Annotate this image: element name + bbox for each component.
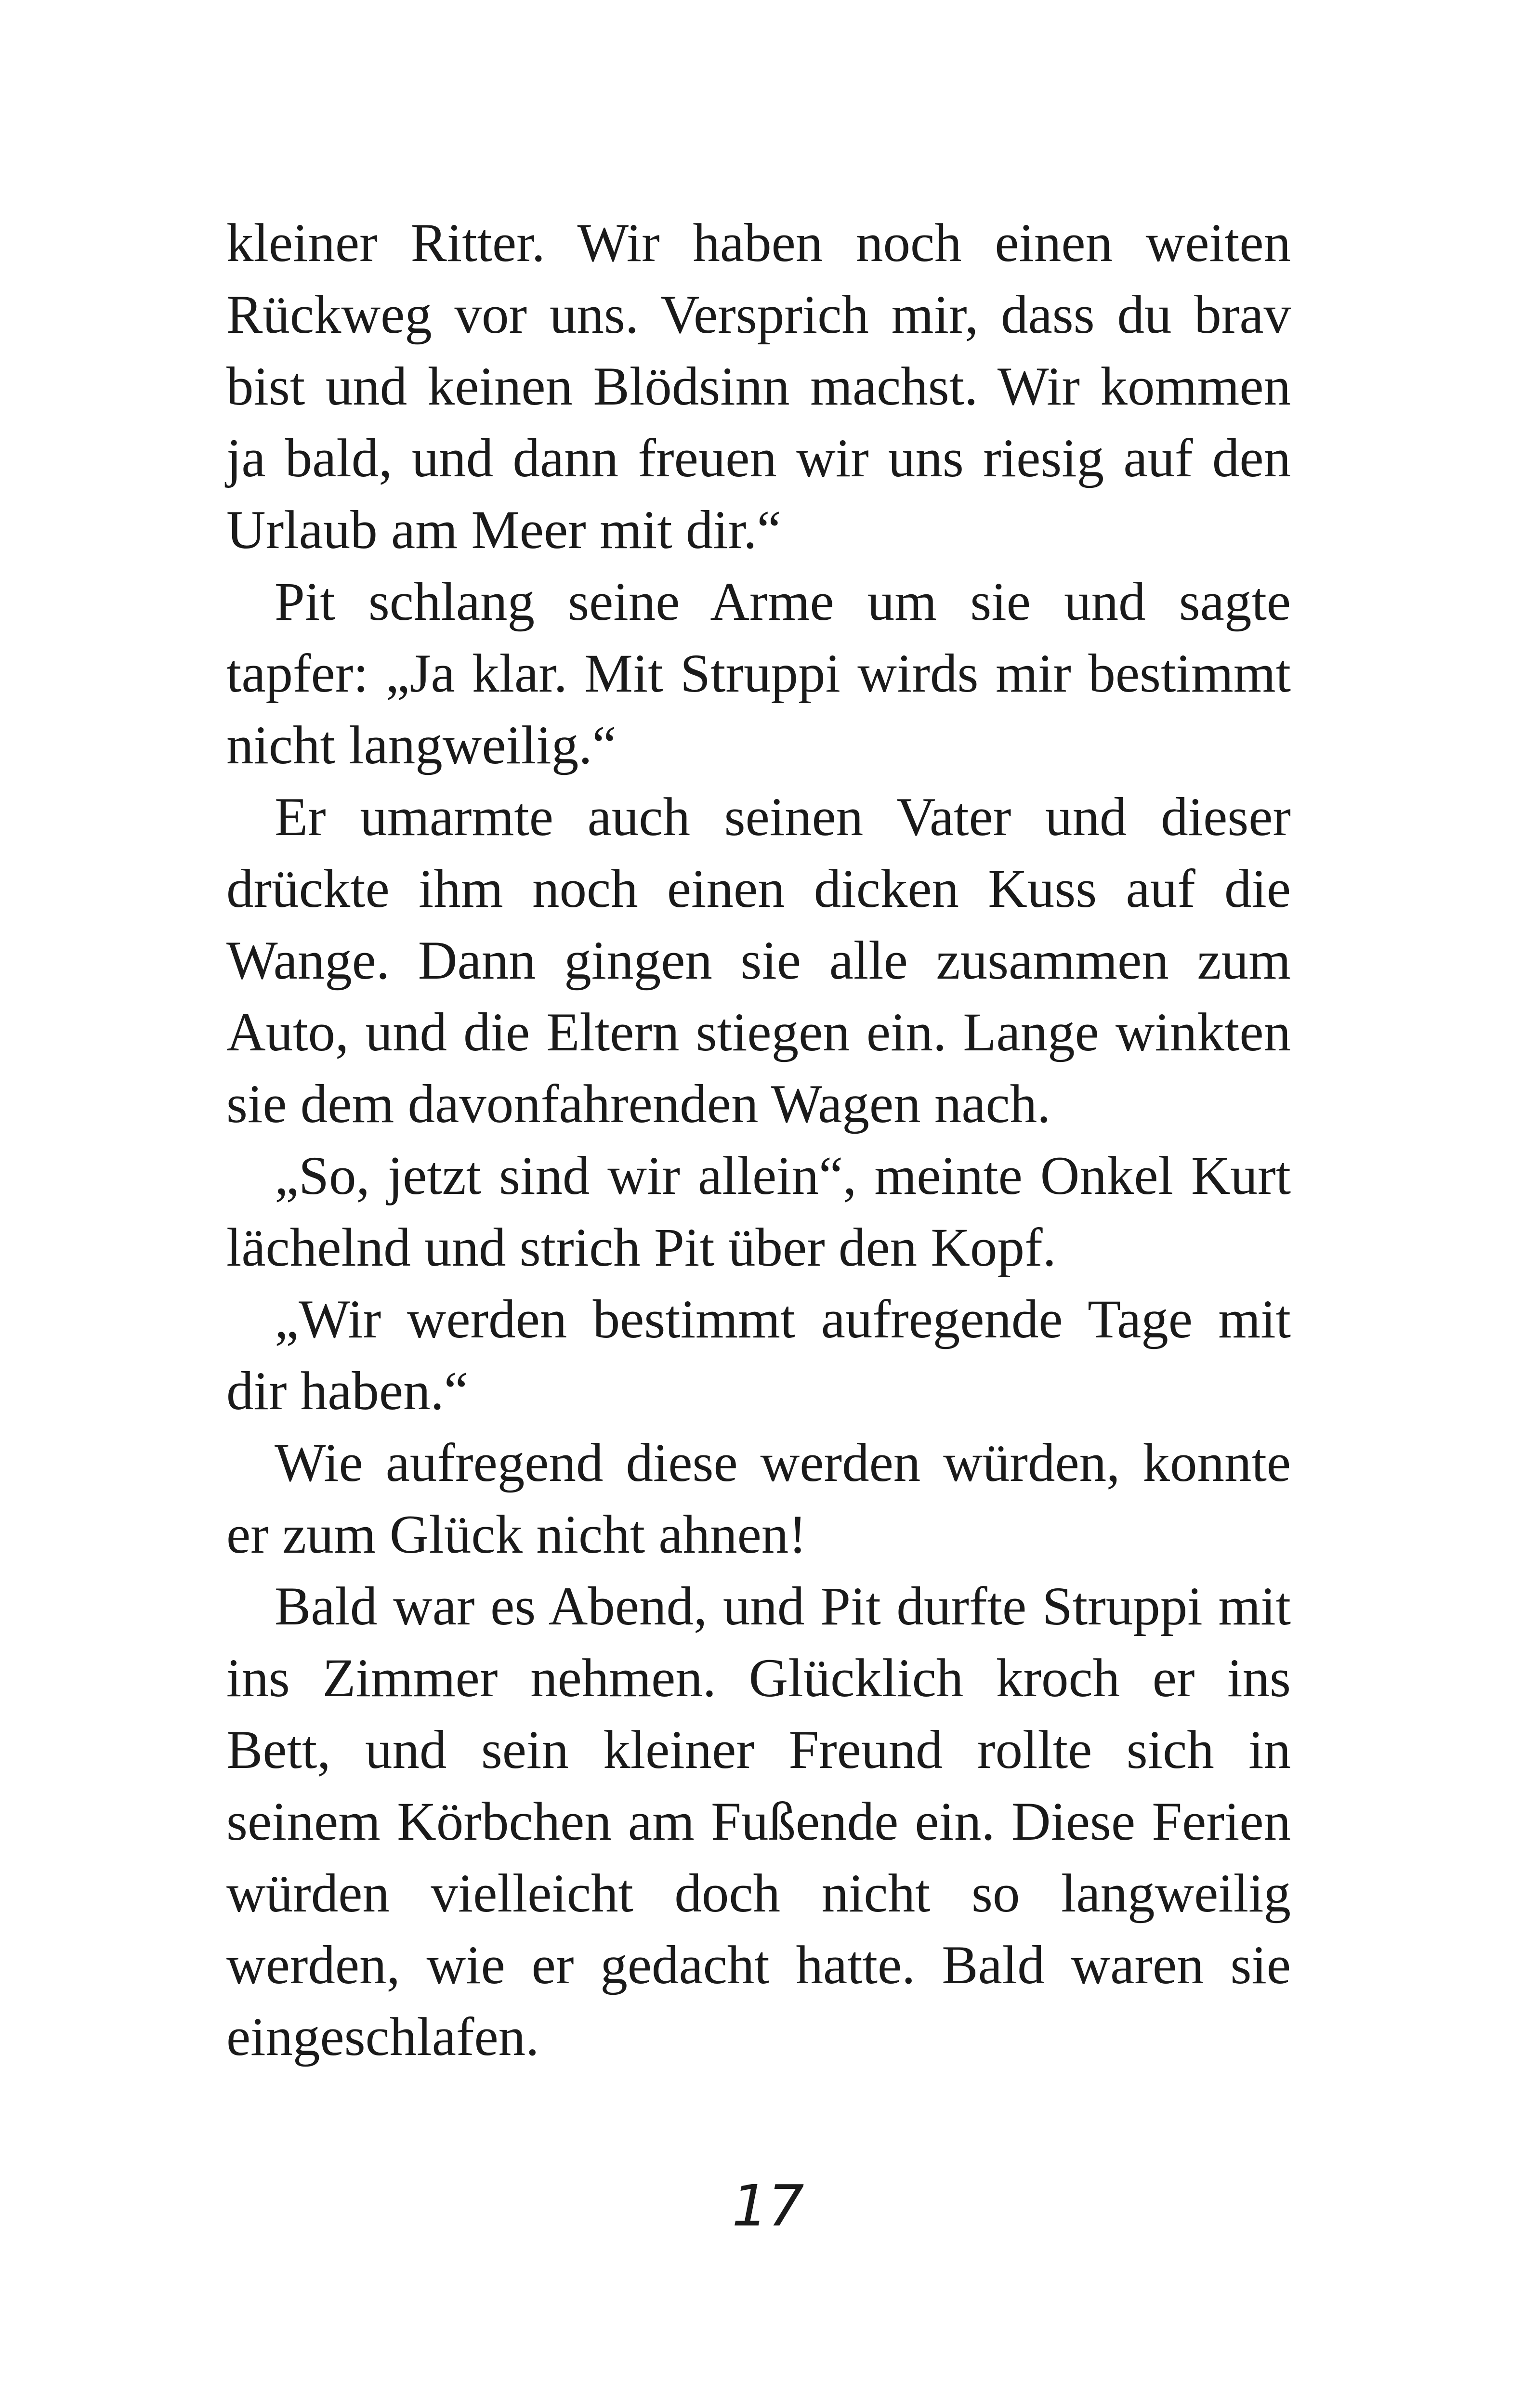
paragraph-4: „So, jetzt sind wir allein“, meinte Onkel Kurt lächelnd und strich Pit über den Kopf. (226, 1146, 1291, 1278)
paragraph-7: Bald war es Abend, und Pit durfte Struppi mit ins Zimmer nehmen. Glücklich kroch er ins Bett, und sein kleiner Freund rollte sich in seinem Körbchen am Fußende ein. Diese Ferien würden vielleicht doch nicht so langweilig werden, wie er gedacht hatte. Bald waren sie eingeschlafen. (226, 1576, 1291, 2067)
paragraph-5: „Wir werden bestimmt aufregende Tage mit dir haben.“ (226, 1289, 1291, 1421)
paragraph-6: Wie aufregend diese werden würden, konnte er zum Glück nicht ahnen! (226, 1433, 1291, 1565)
page-number: 17 (732, 2172, 804, 2239)
paragraph-1: kleiner Ritter. Wir haben noch einen weiten Rückweg vor uns. Versprich mir, dass du brav bist und keinen Blödsinn machst. Wir kommen ja bald, und dann freuen wir uns riesig auf den Urlaub am Meer mit dir.“ (226, 213, 1291, 560)
body-text (226, 207, 1291, 2073)
paragraph-3: Er umarmte auch seinen Vater und dieser drückte ihm noch einen dicken Kuss auf die Wange. Dann gingen sie alle zusammen zum Auto, und die Eltern stiegen ein. Lange winkten sie dem davonfahrenden Wagen nach. (226, 787, 1291, 1134)
paragraph-2: Pit schlang seine Arme um sie und sagte tapfer: „Ja klar. Mit Struppi wirds mir bestimmt nicht langweilig.“ (226, 572, 1291, 775)
